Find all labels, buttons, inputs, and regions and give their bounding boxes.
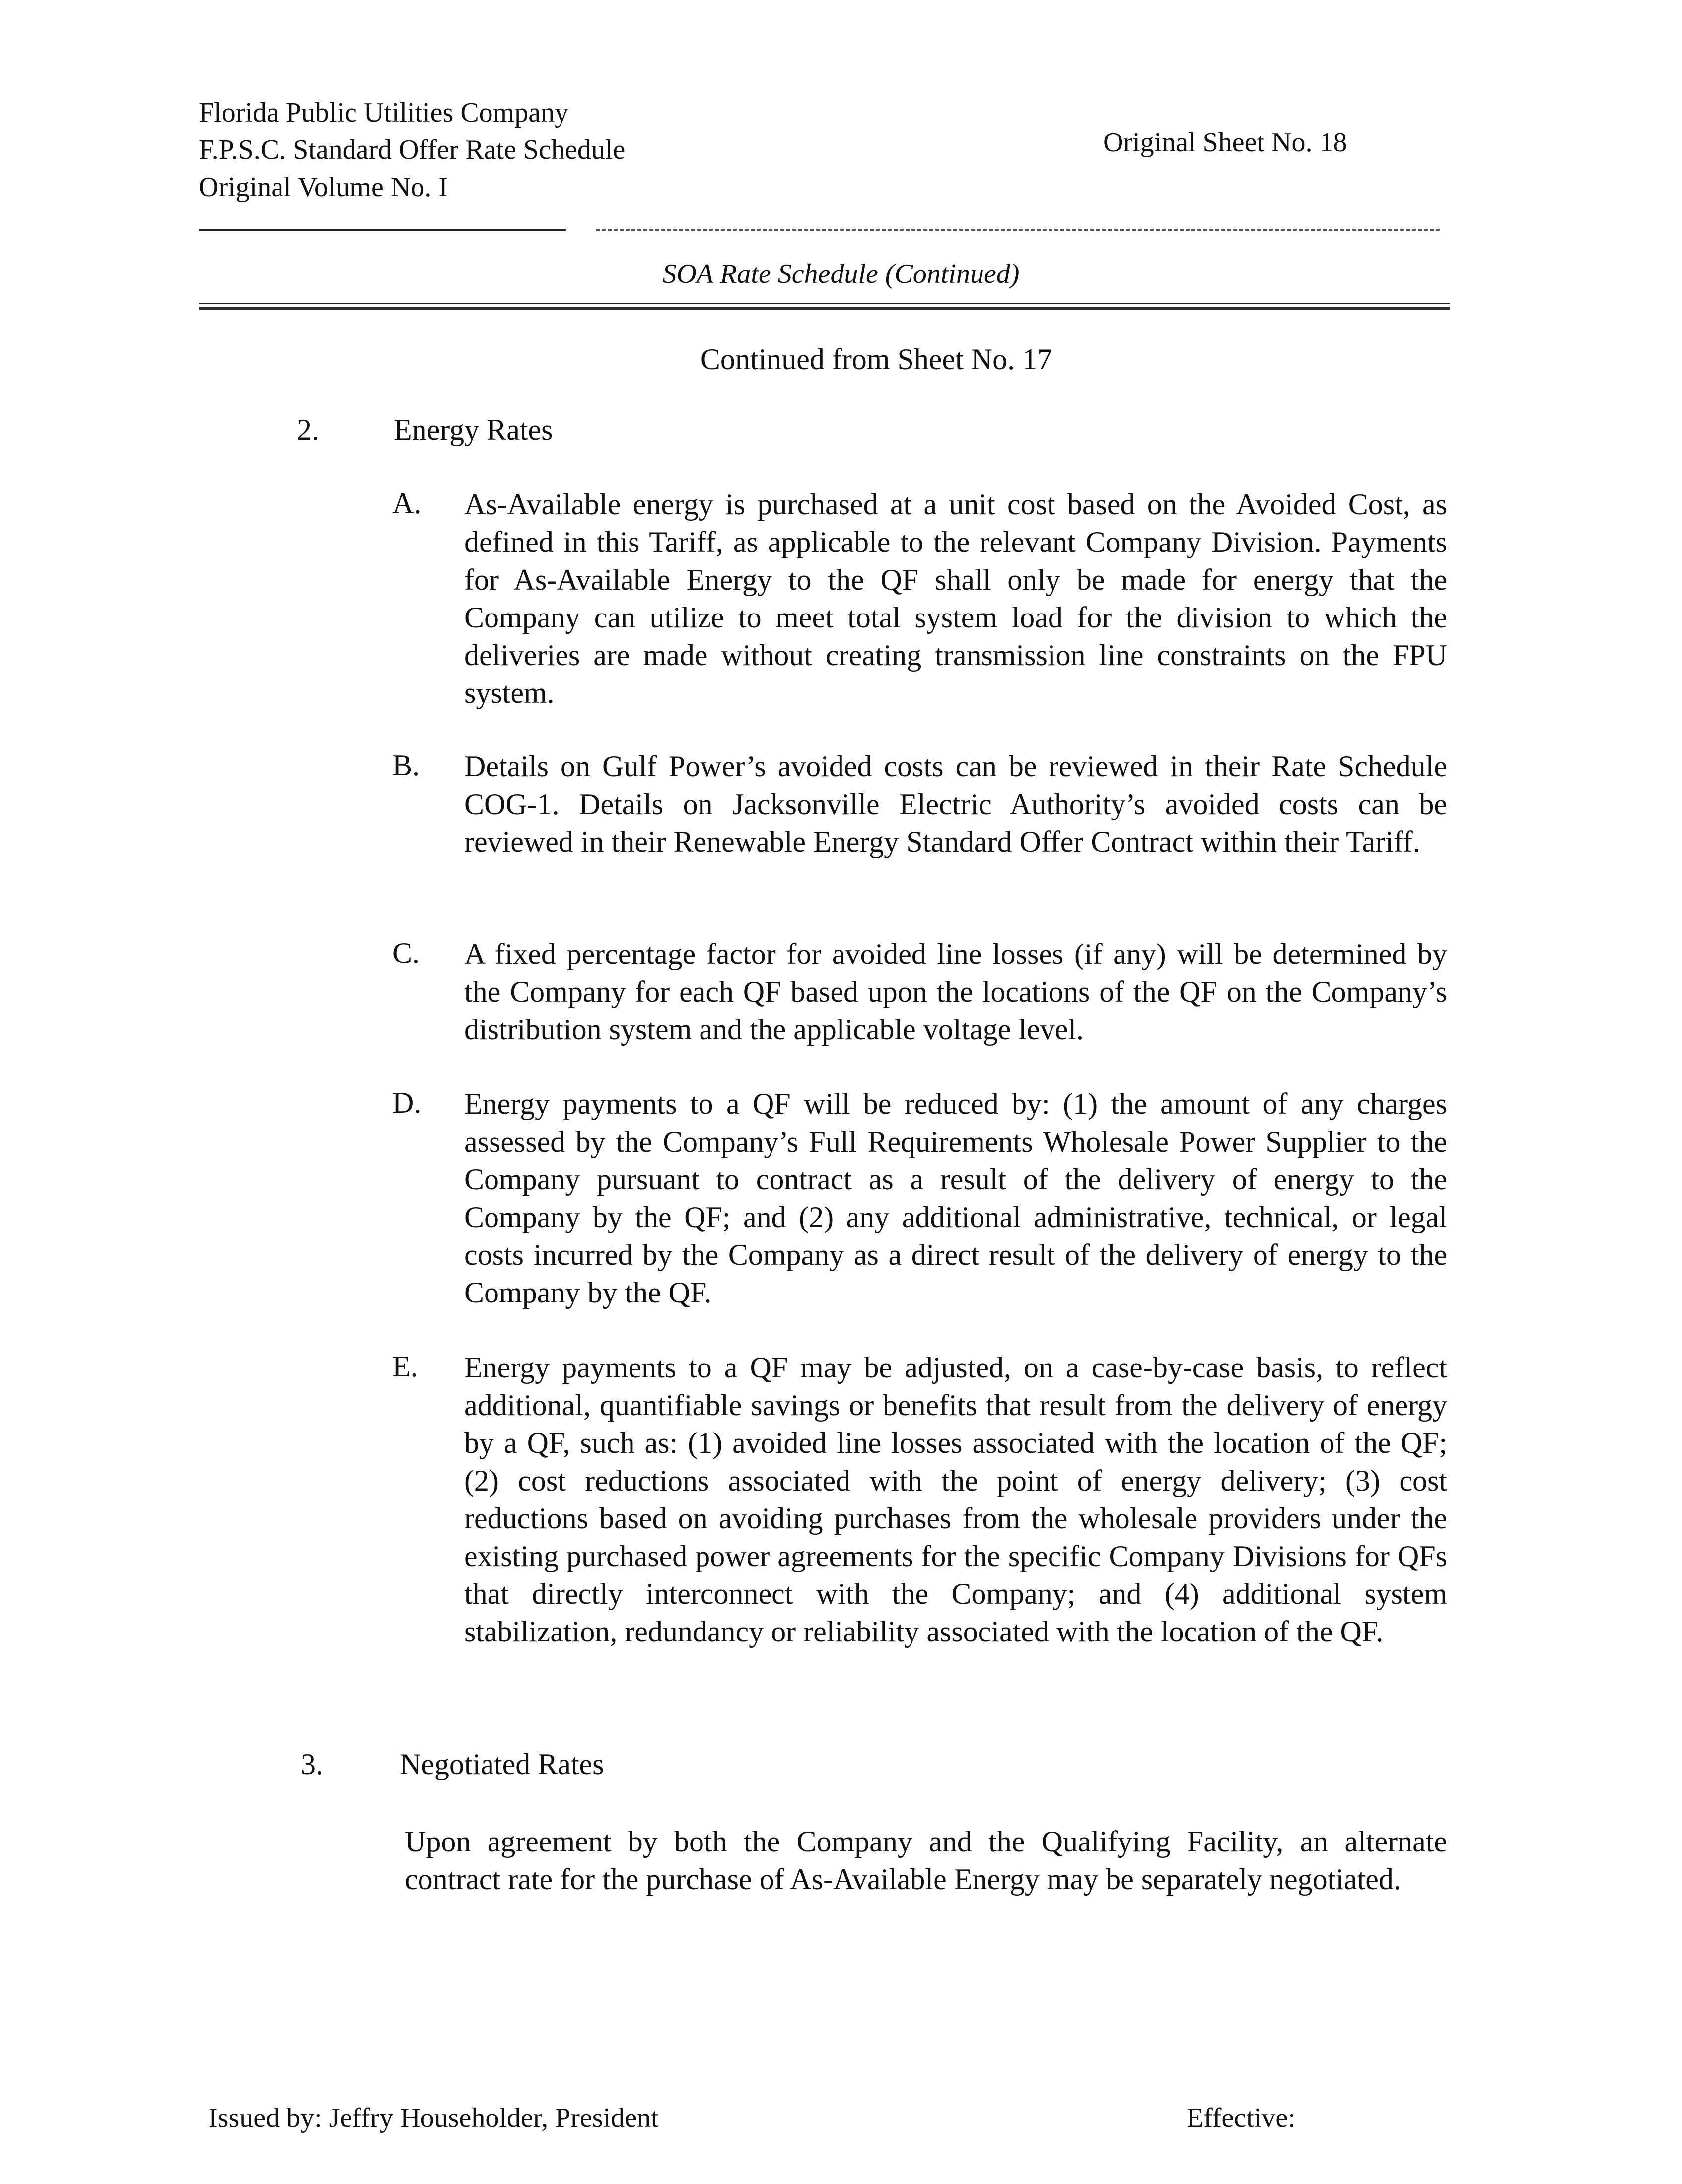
header-divider [199,229,566,231]
section-heading: Negotiated Rates [400,1748,604,1780]
schedule-name: F.P.S.C. Standard Offer Rate Schedule [199,135,626,165]
item-letter: B. [392,749,420,782]
section-number: 2. [297,413,319,446]
sheet-number: Original Sheet No. 18 [1103,127,1347,158]
continued-from-note: Continued from Sheet No. 17 [700,343,1052,376]
header-dashed-divider [596,229,1440,231]
company-name: Florida Public Utilities Company [199,97,569,128]
effective-date-label: Effective: [1187,2103,1296,2133]
item-text: Energy payments to a QF will be reduced by: (1) the amount of any charges assessed by the Company’s Full Requirements Wholesale Power Supplier to the Company pursuant to contract as a result of the delivery of energy to the Company by the QF; and (2) any additional administrative, technical, or legal costs incurred by the Company as a direct result of the delivery of energy to the Company by the QF. [464,1088,1447,1309]
item-letter: D. [392,1087,421,1119]
section-title: SOA Rate Schedule (Continued) [662,259,1020,289]
item-text: As-Available energy is purchased at a unit cost based on the Avoided Cost, as defined in this Tariff, as applicable to the relevant Company Division. Payments for As-Available Energy to the QF shall only be made for energy that the Company can utilize to meet total system load for the division to which the deliveries are made without creating transmission line constraints on the FPU system. [464,488,1447,709]
negotiated-rates-paragraph: Upon agreement by both the Company and the Qualifying Facility, an alternate contract rate for the purchase of As-Available Energy may be separately negotiated. [405,1825,1447,1896]
section-heading: Energy Rates [394,413,553,446]
item-text: Energy payments to a QF may be adjusted, on a case-by-case basis, to reflect additional, quantifiable savings or benefits that result from the delivery of energy by a QF, such as: (1) avoided line losses associated with the location of the QF; (2) cost reductions associated with the point of energy delivery; (3) cost reductions based on avoiding purchases from the wholesale providers under the existing purchased power agreements for the specific Company Divisions for QFs that directly interconnect with the Company; and (4) additional system stabilization, redundancy or reliability associated with the location of the QF. [464,1351,1447,1648]
item-letter: C. [392,937,420,969]
item-letter: A. [392,487,421,520]
header-block [199,94,625,206]
section-number: 3. [301,1748,323,1780]
volume-name: Original Volume No. I [199,172,448,203]
issued-by: Issued by: Jeffry Householder, President [209,2103,659,2133]
item-text: A fixed percentage factor for avoided line losses (if any) will be determined by the Company for each QF based upon the locations of the QF on the Company’s distribution system and the applicable voltage level. [464,938,1447,1046]
item-text: Details on Gulf Power’s avoided costs can be reviewed in their Rate Schedule COG-1. Details on Jacksonville Electric Authority’s avoided costs can be reviewed in their Renewable Energy Standard Offer Contract within their Tariff. [464,750,1447,858]
item-letter: E. [392,1350,418,1383]
title-divider [199,303,1450,310]
